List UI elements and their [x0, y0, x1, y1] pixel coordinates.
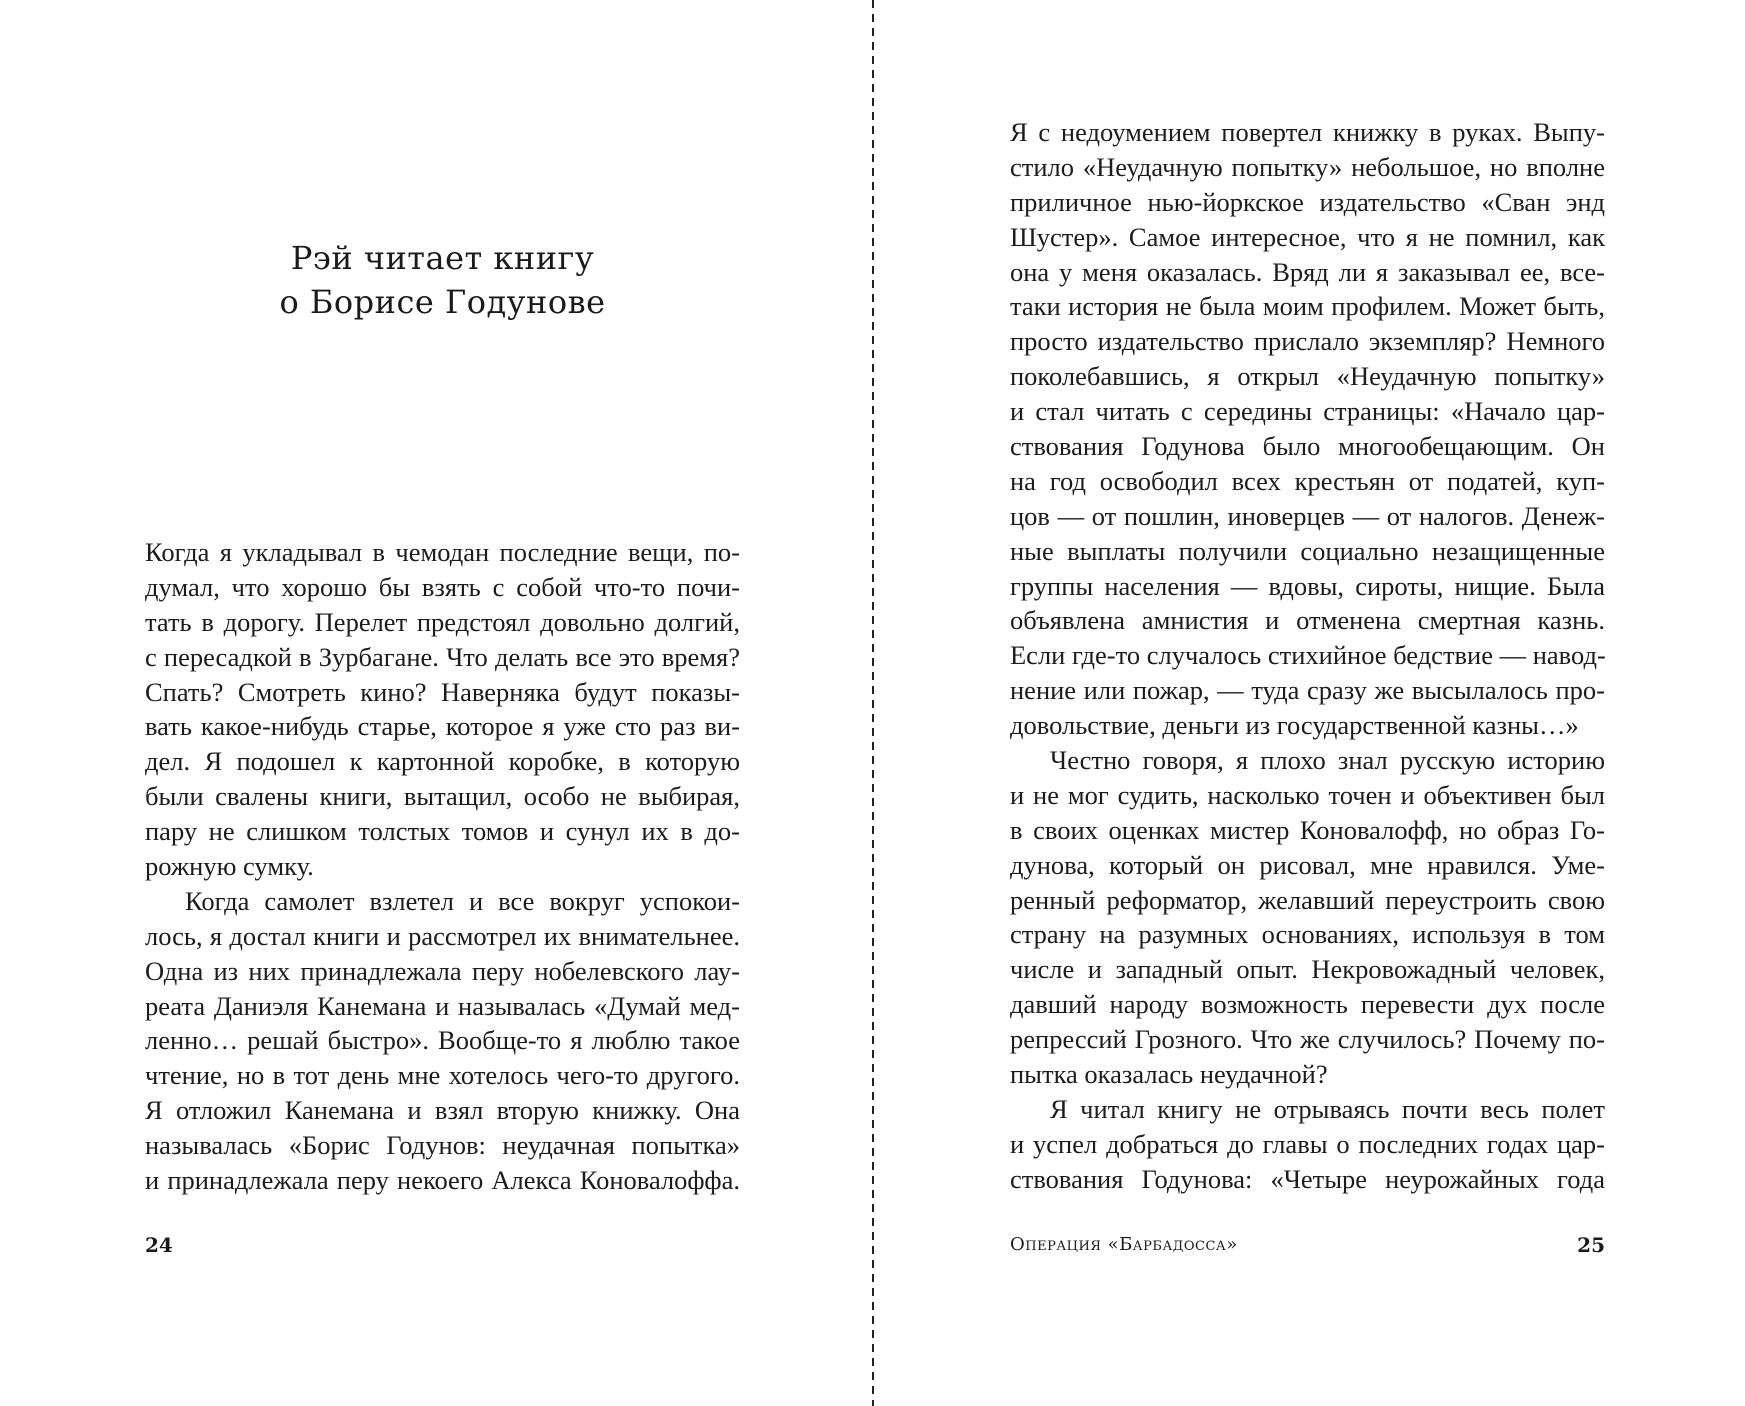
left-page-body-text	[145, 535, 740, 1198]
text-line: объявлена амнистия и отменена смертная казнь.	[1010, 605, 1605, 636]
text-line: страну на разумных основаниях, используя в том	[1010, 919, 1605, 950]
text-line: Если где-то случалось стихийное бедствие — навод-	[1010, 640, 1606, 671]
text-line: Спать? Смотреть кино? Наверняка будут показы-	[145, 676, 740, 707]
text-line: Шустер». Самое интересное, что я не помнил, как	[1010, 221, 1605, 252]
text-line: пытка оказалась неудачной?	[1010, 1059, 1328, 1090]
text-line: группы населения — вдовы, сироты, нищие. Была	[1010, 570, 1605, 601]
text-line: она у меня оказалась. Вряд ли я заказывал ее, все-	[1010, 256, 1605, 287]
text-line: чтение, но в тот день мне хотелось чего-то другого.	[145, 1060, 740, 1091]
text-line: и принадлежала перу некоего Алекса Коновалоффа.	[145, 1165, 740, 1196]
text-line: дел. Я подошел к картонной коробке, в которую	[145, 746, 740, 777]
text-line: реата Даниэля Канемана и называлась «Думай мед-	[145, 990, 740, 1021]
text-line: просто издательство прислало экземпляр? Немного	[1010, 326, 1605, 357]
text-line: думал, что хорошо бы взять с собой что-то почи-	[145, 571, 740, 602]
text-line: цов — от пошлин, иноверцев — от налогов. Денеж-	[1010, 500, 1605, 531]
text-line: стило «Неудачную попытку» небольшое, но вполне	[1010, 151, 1605, 182]
text-line: приличное нью-йоркское издательство «Сван энд	[1010, 186, 1605, 217]
page-number-left: 24	[145, 1233, 173, 1257]
page-number-right: 25	[1577, 1233, 1605, 1257]
text-line: Когда самолет взлетел и все вокруг успокои-	[185, 885, 740, 916]
chapter-title-line-1: Рэй читает книгу	[290, 239, 595, 277]
text-line: и успел добраться до главы о последних годах цар-	[1010, 1128, 1605, 1159]
text-line: ленно… решай быстро». Вообще-то я люблю такое	[145, 1025, 740, 1056]
text-line: лось, я достал книги и рассмотрел их внимательнее.	[145, 920, 740, 951]
text-line: были свалены книги, вытащил, особо не выбирая,	[145, 781, 740, 812]
text-line: ные выплаты получили социально незащищенные	[1010, 535, 1605, 566]
chapter-title-line-2: о Борисе Годунове	[279, 283, 606, 321]
text-line: давший народу возможность перевести дух после	[1010, 989, 1605, 1020]
text-line: ренный реформатор, желавший переустроить свою	[1010, 884, 1605, 915]
text-line: репрессий Грозного. Что же случилось? Почему по-	[1010, 1024, 1605, 1055]
text-line: дунова, который он рисовал, мне нравился. Уме-	[1010, 849, 1605, 880]
text-line: довольствие, деньги из государственной казны…»	[1010, 710, 1579, 741]
text-line: называлась «Борис Годунов: неудачная попытка»	[145, 1130, 740, 1161]
text-line: ствования Годунова: «Четыре неурожайных года	[1010, 1163, 1605, 1194]
chapter-title	[145, 236, 740, 324]
text-line: в своих оценках мистер Коновалофф, но образ Го-	[1010, 814, 1605, 845]
text-line: пару не слишком толстых томов и сунул их в до-	[145, 816, 740, 847]
text-line: поколебавшись, я открыл «Неудачную попытку»	[1010, 361, 1605, 392]
text-line: нение или пожар, — туда сразу же высылалось про-	[1010, 675, 1605, 706]
text-line: ствования Годунова было многообещающим. Он	[1010, 431, 1605, 462]
text-line: Честно говоря, я плохо знал русскую историю	[1050, 745, 1605, 776]
text-line: таки история не была моим профилем. Может быть,	[1010, 291, 1605, 322]
text-line: числе и западный опыт. Некровожадный человек,	[1010, 954, 1605, 985]
text-line: рожную сумку.	[145, 851, 314, 882]
running-head: Операция «Барбадосса»	[1010, 1234, 1238, 1255]
text-line: тать в дорогу. Перелет предстоял довольно долгий,	[145, 606, 740, 637]
text-line: вать какое-нибудь старье, которое я уже сто раз ви-	[145, 711, 740, 742]
text-line: Я читал книгу не отрываясь почти весь полет	[1050, 1093, 1605, 1124]
text-line: Когда я укладывал в чемодан последние вещи, по-	[145, 537, 740, 567]
text-line: Я отложил Канемана и взял вторую книжку. Она	[145, 1095, 740, 1126]
text-line: и стал читать с середины страницы: «Начало цар-	[1010, 396, 1605, 427]
right-page-body-text	[1010, 115, 1605, 1197]
text-line: и не мог судить, насколько точен и объективен был	[1010, 779, 1605, 810]
text-line: Одна из них принадлежала перу нобелевского лау-	[145, 955, 740, 986]
text-line: с пересадкой в Зурбагане. Что делать все это время?	[145, 641, 740, 672]
text-line: на год освободил всех крестьян от податей, куп-	[1010, 465, 1605, 496]
text-line: Я с недоумением повертел книжку в руках. Выпу-	[1010, 117, 1605, 147]
